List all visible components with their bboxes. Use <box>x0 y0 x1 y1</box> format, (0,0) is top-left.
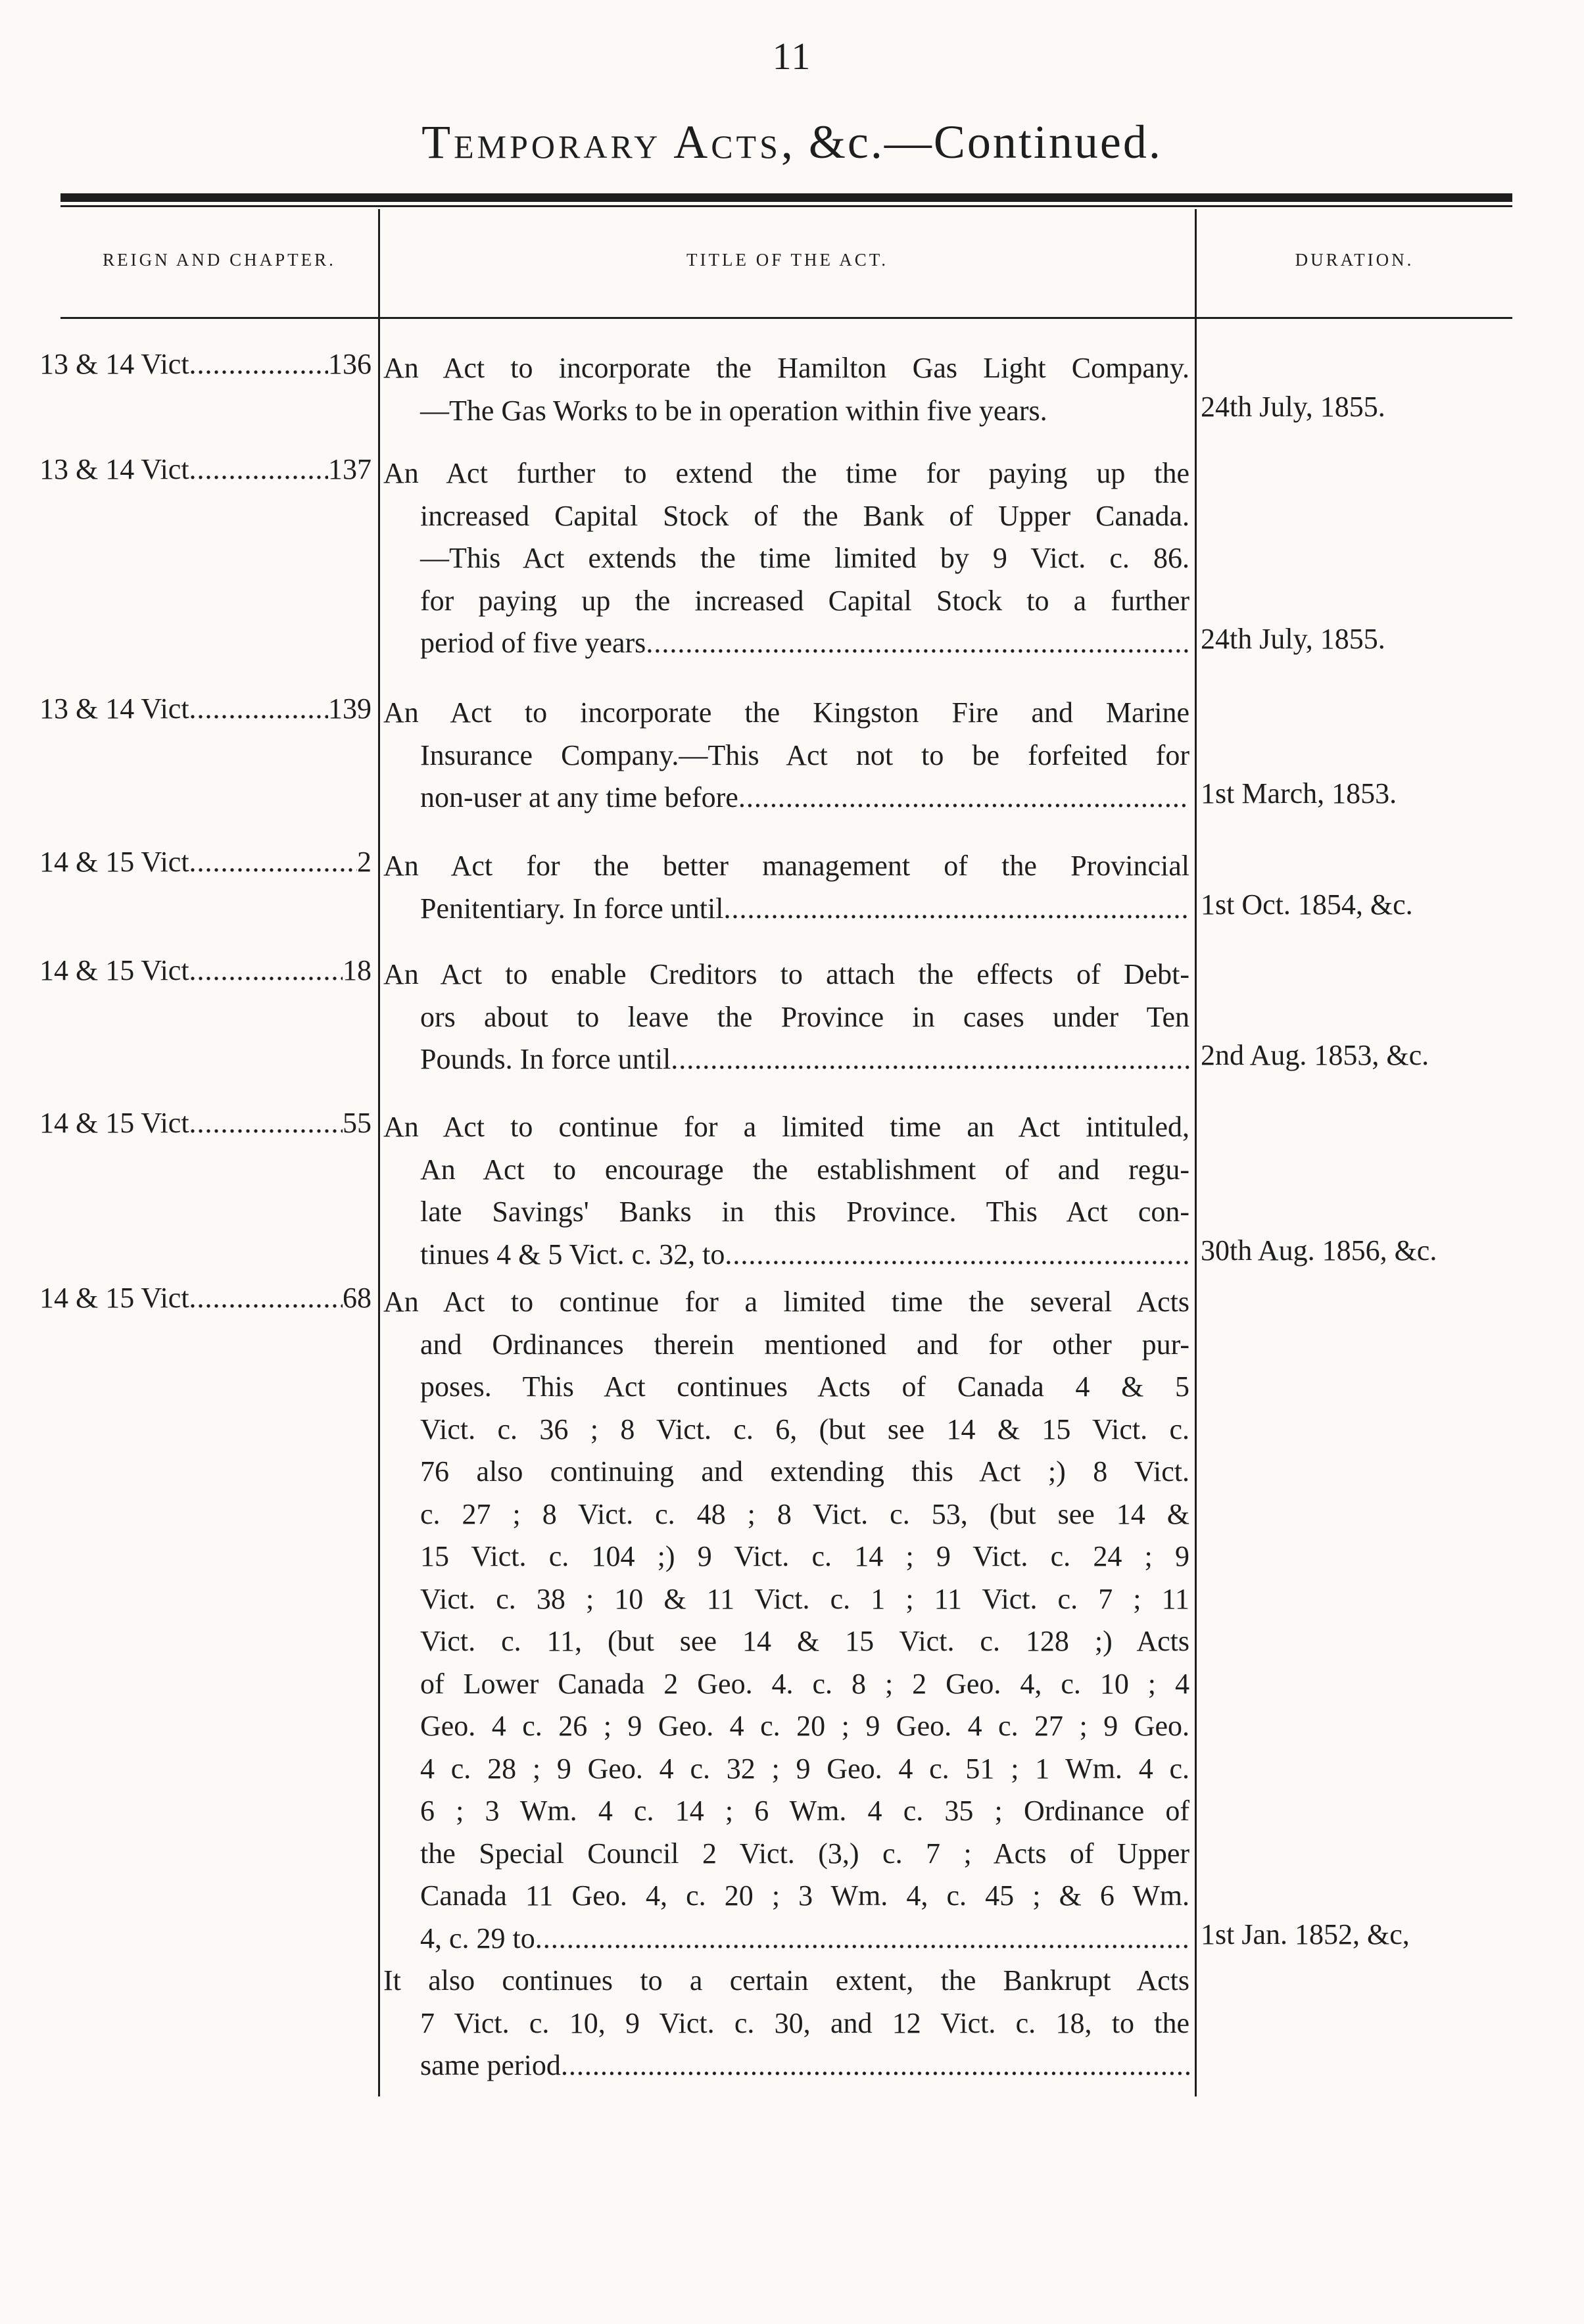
act-title-line: late Savings' Banks in this Province. This Act con- <box>420 1196 1189 1228</box>
act-title-line: It also continues to a certain extent, the Bankrupt Acts <box>383 1964 1189 1997</box>
act-title-text: non-user at any time before <box>420 781 738 813</box>
act-title-line <box>383 622 1189 665</box>
reign-and-chapter <box>39 347 372 391</box>
act-title-line: 4 c. 28 ; 9 Geo. 4 c. 32 ; 9 Geo. 4 c. 51 ; 1 Wm. 4 c. <box>420 1752 1189 1785</box>
act-title-text: tinues 4 & 5 Vict. c. 32, to <box>420 1238 725 1271</box>
act-title-line: 15 Vict. c. 104 ;) 9 Vict. c. 14 ; 9 Vict. c. 24 ; 9 <box>420 1540 1189 1572</box>
act-title-line: Vict. c. 38 ; 10 & 11 Vict. c. 1 ; 11 Vict. c. 7 ; 11 <box>420 1582 1189 1615</box>
chapter-number: 55 <box>343 1107 372 1139</box>
act-title-line: —This Act extends the time limited by 9 Vict. c. 86. <box>420 542 1189 574</box>
reign-label: 13 & 14 Vict <box>39 692 189 725</box>
dot-leader <box>189 845 357 879</box>
act-title-line: An Act further to extend the time for paying up the <box>383 457 1189 489</box>
column-header-duration: DURATION. <box>1295 250 1414 270</box>
reign-and-chapter <box>39 845 372 888</box>
chapter-number: 139 <box>328 692 372 725</box>
dot-leader <box>535 1918 1189 1960</box>
act-title-line <box>383 777 1189 819</box>
chapter-number: 137 <box>328 453 372 485</box>
duration: 30th Aug. 1856, &c. <box>1201 1234 1437 1267</box>
reign-label: 13 & 14 Vict <box>39 348 189 380</box>
dot-leader <box>671 1038 1189 1081</box>
reign-label: 13 & 14 Vict <box>39 453 189 485</box>
reign-label: 14 & 15 Vict <box>39 1282 189 1314</box>
dot-leader <box>189 1281 343 1315</box>
act-title-line: the Special Council 2 Vict. (3,) c. 7 ; Acts of Upper <box>420 1837 1189 1870</box>
act-title-line <box>383 1038 1189 1081</box>
act-title-line: An Act to enable Creditors to attach the effects of Debt- <box>383 958 1189 990</box>
act-title-text: Pounds. In force until <box>420 1043 671 1075</box>
column-header-reign: REIGN AND CHAPTER. <box>103 250 336 270</box>
act-title-line: An Act to incorporate the Hamilton Gas Light Company. <box>383 352 1189 384</box>
act-title-line: An Act to incorporate the Kingston Fire and Marine <box>383 696 1189 729</box>
act-title-line: 7 Vict. c. 10, 9 Vict. c. 30, and 12 Vict. c. 18, to the <box>420 2006 1189 2039</box>
act-title-line <box>383 2045 1189 2087</box>
dot-leader <box>189 452 328 486</box>
chapter-number: 68 <box>343 1282 372 1314</box>
dot-leader <box>189 347 328 381</box>
act-title-line: Geo. 4 c. 26 ; 9 Geo. 4 c. 20 ; 9 Geo. 4 c. 27 ; 9 Geo. <box>420 1710 1189 1742</box>
act-title <box>383 1106 1189 1276</box>
act-title-line: 76 also continuing and extending this Act ;) 8 Vict. <box>420 1455 1189 1488</box>
reign-and-chapter <box>39 1281 372 1324</box>
page-number: 11 <box>772 35 812 78</box>
act-title-line: ors about to leave the Province in cases under Ten <box>420 1000 1189 1033</box>
act-title-text: period of five years <box>420 627 646 659</box>
act-title-line: Canada 11 Geo. 4, c. 20 ; 3 Wm. 4, c. 45 ; & 6 Wm. <box>420 1879 1189 1912</box>
chapter-number: 2 <box>357 846 372 878</box>
act-title-line: and Ordinances therein mentioned and for other pur- <box>420 1328 1189 1361</box>
act-title-line: of Lower Canada 2 Geo. 4. c. 8 ; 2 Geo. 4, c. 10 ; 4 <box>420 1667 1189 1700</box>
duration: 1st Jan. 1852, &c, <box>1201 1918 1410 1950</box>
act-title <box>383 845 1189 930</box>
act-title-line: Vict. c. 36 ; 8 Vict. c. 6, (but see 14 & 15 Vict. c. <box>420 1413 1189 1445</box>
act-title-line: An Act to continue for a limited time the several Acts <box>383 1286 1189 1318</box>
act-title-line: increased Capital Stock of the Bank of Upper Canada. <box>420 499 1189 532</box>
act-title-text: 4, c. 29 to <box>420 1922 535 1954</box>
dot-leader <box>723 888 1189 931</box>
act-title-line: for paying up the increased Capital Stock to a further <box>420 584 1189 617</box>
duration: 1st Oct. 1854, &c. <box>1201 888 1413 921</box>
duration: 24th July, 1855. <box>1201 390 1385 423</box>
act-title-text: Penitentiary. In force until <box>420 892 724 925</box>
act-title-line <box>383 888 1189 931</box>
act-title-line: Insurance Company.—This Act not to be forfeited for <box>420 738 1189 771</box>
reign-and-chapter <box>39 1106 372 1150</box>
act-title <box>383 692 1189 819</box>
reign-and-chapter <box>39 452 372 496</box>
reign-and-chapter <box>39 692 372 735</box>
reign-label: 14 & 15 Vict <box>39 1107 189 1139</box>
act-title-line: An Act to encourage the establishment of and regu- <box>420 1153 1189 1186</box>
page-title-main: Temporary Acts <box>421 116 781 168</box>
act-title <box>383 347 1189 432</box>
act-title <box>383 1281 1189 2087</box>
act-title-line: 6 ; 3 Wm. 4 c. 14 ; 6 Wm. 4 c. 35 ; Ordinance of <box>420 1795 1189 1827</box>
column-header-title: TITLE OF THE ACT. <box>686 250 888 270</box>
dot-leader <box>189 954 343 987</box>
dot-leader <box>646 622 1189 665</box>
duration: 2nd Aug. 1853, &c. <box>1201 1039 1429 1071</box>
reign-label: 14 & 15 Vict <box>39 954 189 986</box>
dot-leader <box>561 2045 1189 2087</box>
chapter-number: 136 <box>328 348 372 380</box>
act-title-line: c. 27 ; 8 Vict. c. 48 ; 8 Vict. c. 53, (but see 14 & <box>420 1497 1189 1530</box>
duration: 24th July, 1855. <box>1201 623 1385 655</box>
chapter-number: 18 <box>343 954 372 986</box>
act-title <box>383 452 1189 665</box>
duration: 1st March, 1853. <box>1201 777 1397 810</box>
dot-leader <box>738 777 1189 819</box>
act-title-line <box>383 1234 1189 1276</box>
act-title-line: poses. This Act continues Acts of Canada 4 & 5 <box>420 1370 1189 1403</box>
act-title-line: An Act for the better management of the Provincial <box>383 850 1189 882</box>
reign-label: 14 & 15 Vict <box>39 846 189 878</box>
dot-leader <box>189 1106 343 1140</box>
act-title-line: Vict. c. 11, (but see 14 & 15 Vict. c. 128 ;) Acts <box>420 1625 1189 1657</box>
act-title-line: An Act to continue for a limited time an Act intituled, <box>383 1111 1189 1143</box>
act-title-line: —The Gas Works to be in operation within five years. <box>420 394 1047 427</box>
act-title-line <box>383 1918 1189 1960</box>
act-title <box>383 954 1189 1081</box>
act-title-text: same period <box>420 2049 561 2081</box>
dot-leader <box>725 1234 1189 1276</box>
reign-and-chapter <box>39 954 372 997</box>
page-title-continued: , &c.—Continued. <box>780 116 1163 168</box>
dot-leader <box>189 692 328 725</box>
